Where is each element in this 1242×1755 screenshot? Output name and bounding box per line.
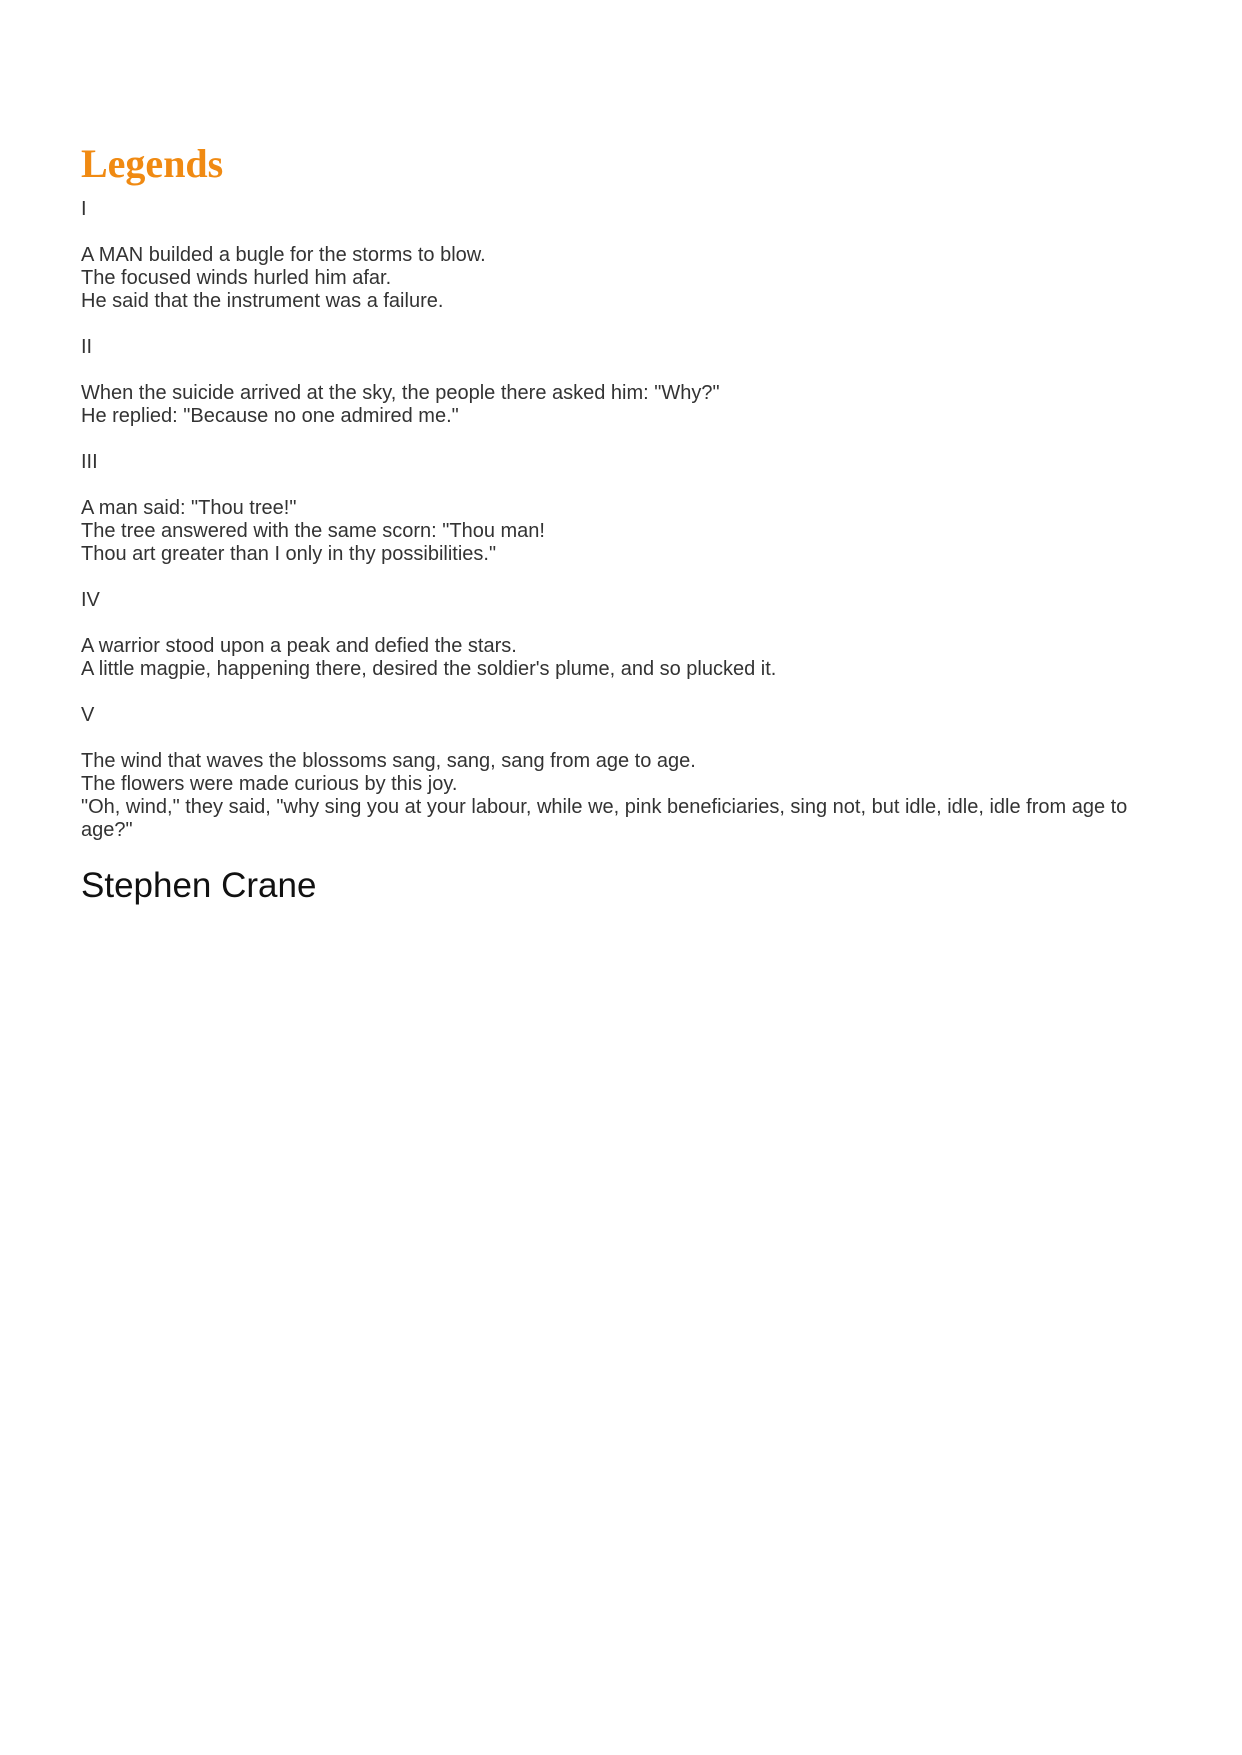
poem-section <box>81 451 1171 566</box>
stanza <box>81 382 1171 428</box>
section-number: IV <box>81 589 100 611</box>
section-number: V <box>81 704 95 726</box>
poem-body <box>81 198 1171 842</box>
stanza <box>81 244 1171 313</box>
stanza <box>81 635 1171 681</box>
stanza <box>81 497 1171 566</box>
poem-line: A man said: "Thou tree!" <box>81 497 297 519</box>
section-number: III <box>81 451 98 473</box>
poem-page <box>81 140 1171 907</box>
stanza <box>81 750 1171 842</box>
poem-line: A MAN builded a bugle for the storms to blow. <box>81 244 486 266</box>
poem-line: He replied: "Because no one admired me." <box>81 405 459 427</box>
poem-line: A little magpie, happening there, desired the soldier's plume, and so plucked it. <box>81 658 777 680</box>
section-number: II <box>81 336 93 358</box>
poem-line: The tree answered with the same scorn: "Thou man! <box>81 520 545 542</box>
poem-line: Thou art greater than I only in thy possibilities." <box>81 543 497 565</box>
poem-line: "Oh, wind," they said, "why sing you at your labour, while we, pink beneficiaries, sing not, but idle, idle, idle from age to age?" <box>81 796 1128 841</box>
poem-section <box>81 704 1171 842</box>
poem-line: The flowers were made curious by this joy. <box>81 773 458 795</box>
section-number: I <box>81 198 87 220</box>
poem-section <box>81 589 1171 681</box>
poem-line: A warrior stood upon a peak and defied the stars. <box>81 635 517 657</box>
poem-section <box>81 336 1171 428</box>
poem-line: When the suicide arrived at the sky, the people there asked him: "Why?" <box>81 382 720 404</box>
poem-section <box>81 198 1171 313</box>
poem-line: The wind that waves the blossoms sang, sang, sang from age to age. <box>81 750 696 772</box>
author-name: Stephen Crane <box>81 866 317 905</box>
poem-line: He said that the instrument was a failure. <box>81 290 444 312</box>
poem-line: The focused winds hurled him afar. <box>81 267 392 289</box>
poem-title: Legends <box>81 141 224 186</box>
